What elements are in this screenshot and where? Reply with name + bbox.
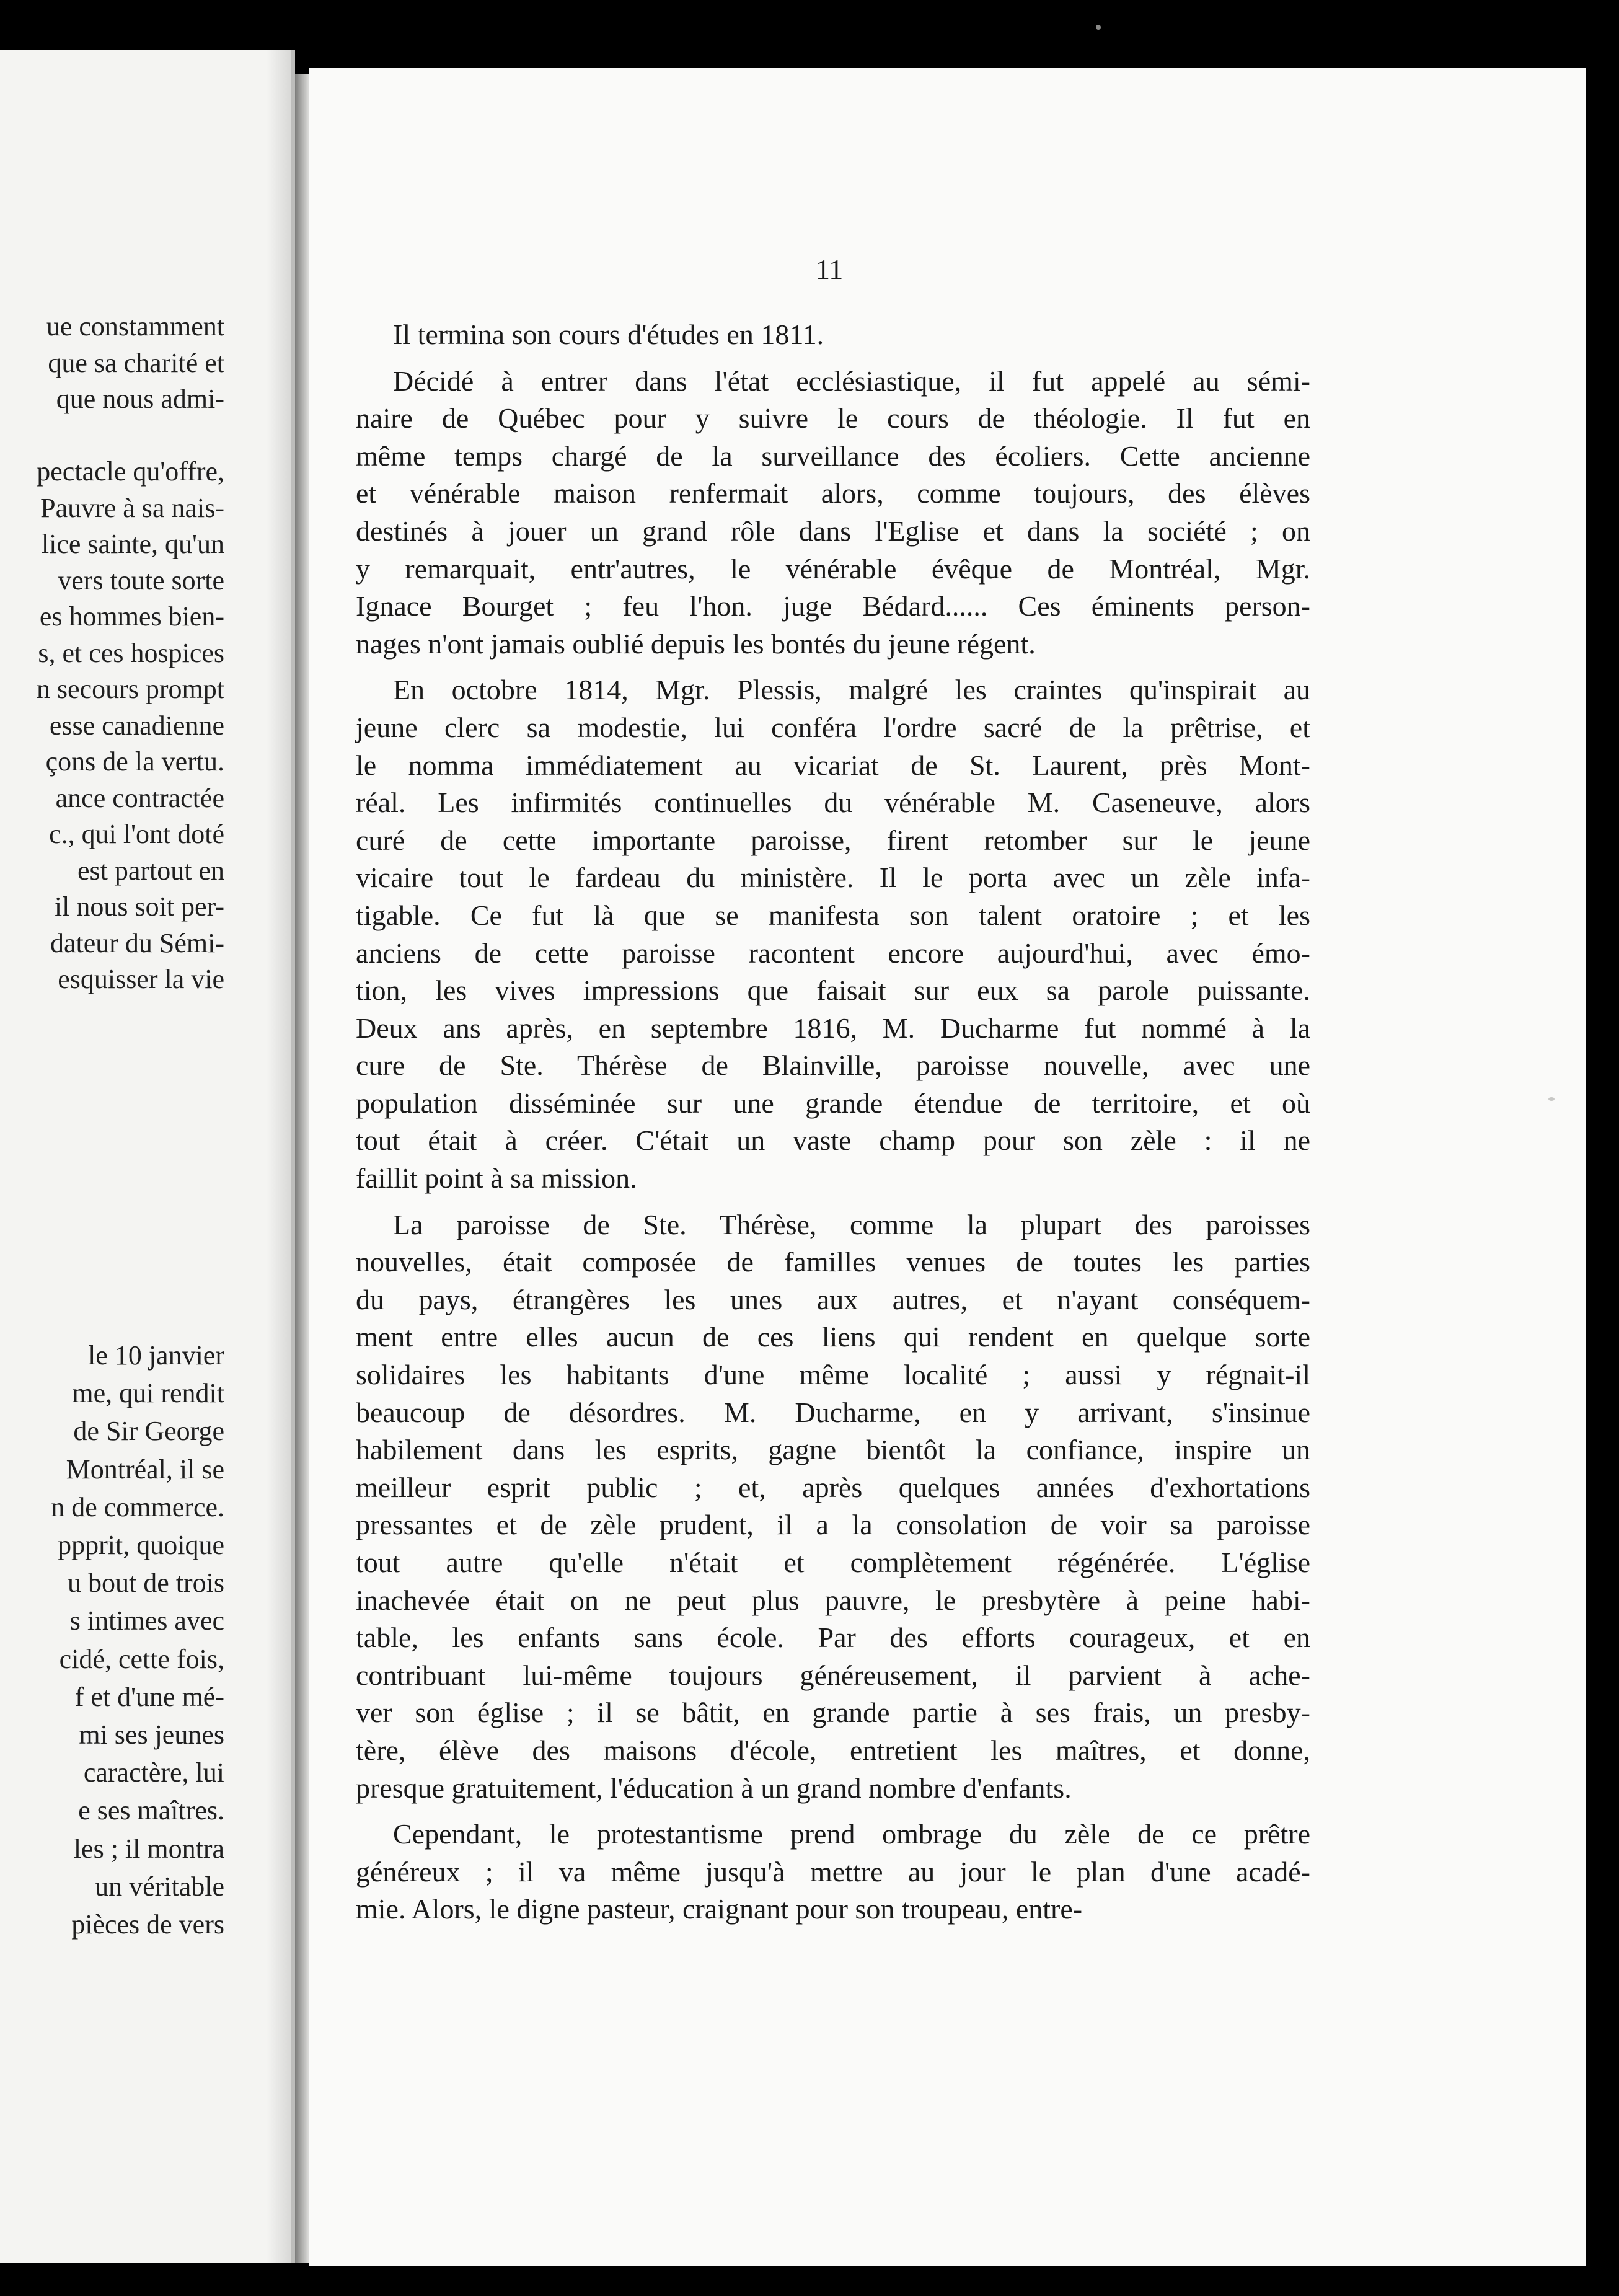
text-line: et vénérable maison renfermait alors, comme toujours, des élèves (356, 477, 1310, 510)
left-page-line: Pauvre à sa nais- (40, 492, 224, 523)
left-page-line: caractère, lui (83, 1757, 224, 1788)
text-line: tion, les vives impressions que faisait sur eux sa parole puissante. (356, 974, 1310, 1007)
text-line: curé de cette importante paroisse, firent retomber sur le jeune (356, 824, 1310, 856)
paragraph (356, 316, 1310, 354)
text-line: naire de Québec pour y suivre le cours de théologie. Il fut en (356, 402, 1310, 435)
left-page-line: esquisser la vie (58, 964, 224, 994)
left-page-line: e ses maîtres. (78, 1795, 224, 1826)
text-line: faillit point à sa mission. (356, 1162, 637, 1194)
text-line: cure de Ste. Thérèse de Blainville, paroisse nouvelle, avec une (356, 1049, 1310, 1082)
left-page-line: n secours prompt (36, 674, 224, 704)
text-line: jeune clerc sa modestie, lui conféra l'ordre sacré de la prêtrise, et (356, 711, 1310, 743)
text-line: tigable. Ce fut là que se manifesta son talent oratoire ; et les (356, 899, 1310, 931)
text-line: Deux ans après, en septembre 1816, M. Ducharme fut nommé à la (356, 1012, 1310, 1044)
text-line: pressantes et de zèle prudent, il a la consolation de voir sa paroisse (356, 1509, 1310, 1541)
paragraph-gap (356, 1198, 1310, 1206)
text-line: Cependant, le protestantisme prend ombrage du zèle de ce prêtre (393, 1818, 1310, 1850)
left-page-line: ppprit, quoique (58, 1530, 224, 1560)
left-page-line: pièces de vers (71, 1909, 224, 1940)
text-line: ver son église ; il se bâtit, en grande partie à ses frais, un presby- (356, 1697, 1310, 1729)
text-line: nages n'ont jamais oublié depuis les bontés du jeune régent. (356, 627, 1036, 660)
left-page-line: ance contractée (55, 782, 224, 813)
text-line: tout autre qu'elle n'était et complètement régénérée. L'église (356, 1547, 1310, 1578)
text-line: mie. Alors, le digne pasteur, craignant pour son troupeau, entre- (356, 1893, 1083, 1925)
left-page-line: le 10 janvier (88, 1340, 224, 1371)
left-page-line: que nous admi- (56, 384, 224, 414)
left-page (0, 50, 295, 2263)
paper-speck (1548, 1097, 1555, 1101)
left-page-line: que sa charité et (48, 347, 224, 378)
text-line: du pays, étrangères les unes aux autres, et n'ayant conséquem- (356, 1283, 1310, 1315)
text-line: meilleur esprit public ; et, après quelques années d'exhortations (356, 1471, 1310, 1503)
text-line: La paroisse de Ste. Thérèse, comme la plupart des paroisses (393, 1208, 1310, 1240)
left-page-line: pectacle qu'offre, (37, 456, 224, 487)
text-line: y remarquait, entr'autres, le vénérable évêque de Montréal, Mgr. (356, 552, 1310, 585)
text-line: tout était à créer. C'était un vaste champ pour son zèle : il ne (356, 1124, 1310, 1157)
text-line: Il termina son cours d'études en 1811. (393, 319, 824, 350)
text-line: destinés à jouer un grand rôle dans l'Eglise et dans la société ; on (356, 514, 1310, 547)
left-page-line: ue constamment (46, 311, 224, 342)
text-line: contribuant lui-même toujours généreusement, il parvient à ache- (356, 1659, 1310, 1691)
text-line: ment entre elles aucun de ces liens qui rendent en quelque sorte (356, 1321, 1310, 1353)
text-line: table, les enfants sans école. Par des efforts courageux, et en (356, 1622, 1310, 1654)
text-line: beaucoup de désordres. M. Ducharme, en y arrivant, s'insinue (356, 1396, 1310, 1428)
left-page-line: est partout en (77, 855, 224, 886)
paragraph-gap (356, 354, 1310, 363)
text-line: le nomma immédiatement au vicariat de St. Laurent, près Mont- (356, 749, 1310, 781)
left-page-line: un véritable (95, 1871, 224, 1902)
page-number: 11 (816, 254, 844, 285)
left-page-line: s, et ces hospices (38, 637, 224, 668)
left-page-line: les ; il montra (73, 1833, 224, 1864)
left-page-line: de Sir George (73, 1416, 224, 1447)
paragraph-gap (356, 663, 1310, 671)
text-line: En octobre 1814, Mgr. Plessis, malgré les craintes qu'inspirait au (393, 674, 1310, 706)
paragraph (356, 1816, 1310, 1928)
text-line: réal. Les infirmités continuelles du vénérable M. Caseneuve, alors (356, 787, 1310, 819)
text-line: généreux ; il va même jusqu'à mettre au jour le plan d'une acadé- (356, 1855, 1310, 1888)
text-line: nouvelles, était composée de familles venues de toutes les parties (356, 1246, 1310, 1278)
left-page-line: es hommes bien- (39, 601, 224, 632)
paragraph-gap (356, 1807, 1310, 1816)
left-page-line: dateur du Sémi- (50, 927, 224, 958)
text-line: même temps chargé de la surveillance des écoliers. Cette ancienne (356, 439, 1310, 472)
left-page-line: Montréal, il se (66, 1454, 224, 1485)
text-line: solidaires les habitants d'une même localité ; aussi y régnait-il (356, 1359, 1310, 1391)
paragraph (356, 671, 1310, 1197)
left-page-line: c., qui l'ont doté (49, 819, 224, 849)
page-edge-shadow (295, 74, 309, 2263)
paragraph (356, 1206, 1310, 1808)
left-page-line: f et d'une mé- (74, 1681, 224, 1712)
left-page-line: lice sainte, qu'un (41, 529, 224, 559)
text-line: inachevée était on ne peut plus pauvre, le presbytère à peine habi- (356, 1584, 1310, 1616)
left-page-line: mi ses jeunes (79, 1720, 224, 1750)
left-page-line: cidé, cette fois, (59, 1643, 224, 1674)
left-page-line: çons de la vertu. (45, 746, 224, 777)
left-page-line: vers toute sorte (58, 565, 224, 596)
paper-speck (1096, 25, 1101, 30)
text-line: habilement dans les esprits, gagne bientôt la confiance, inspire un (356, 1434, 1310, 1466)
left-page-line: il nous soit per- (54, 891, 224, 922)
left-page-line: n de commerce. (51, 1491, 224, 1522)
left-page-line: u bout de trois (68, 1568, 224, 1599)
left-page-gutter (267, 50, 291, 2263)
text-line: tère, élève des maisons d'école, entretient les maîtres, et donne, (356, 1734, 1310, 1766)
left-page-line: esse canadienne (49, 710, 224, 741)
paragraph (356, 363, 1310, 663)
text-line: Ignace Bourget ; feu l'hon. juge Bédard...... Ces éminents person- (356, 590, 1310, 622)
page-body-text (356, 316, 1310, 1928)
text-line: presque gratuitement, l'éducation à un grand nombre d'enfants. (356, 1772, 1072, 1804)
text-line: anciens de cette paroisse racontent encore aujourd'hui, avec émo- (356, 937, 1310, 969)
text-line: population disséminée sur une grande étendue de territoire, et où (356, 1087, 1310, 1119)
text-line: vicaire tout le fardeau du ministère. Il le porta avec un zèle infa- (356, 862, 1310, 894)
left-page-line: me, qui rendit (72, 1378, 224, 1409)
left-page-line: s intimes avec (69, 1605, 224, 1636)
text-line: Décidé à entrer dans l'état ecclésiastique, il fut appelé au sémi- (393, 364, 1310, 397)
